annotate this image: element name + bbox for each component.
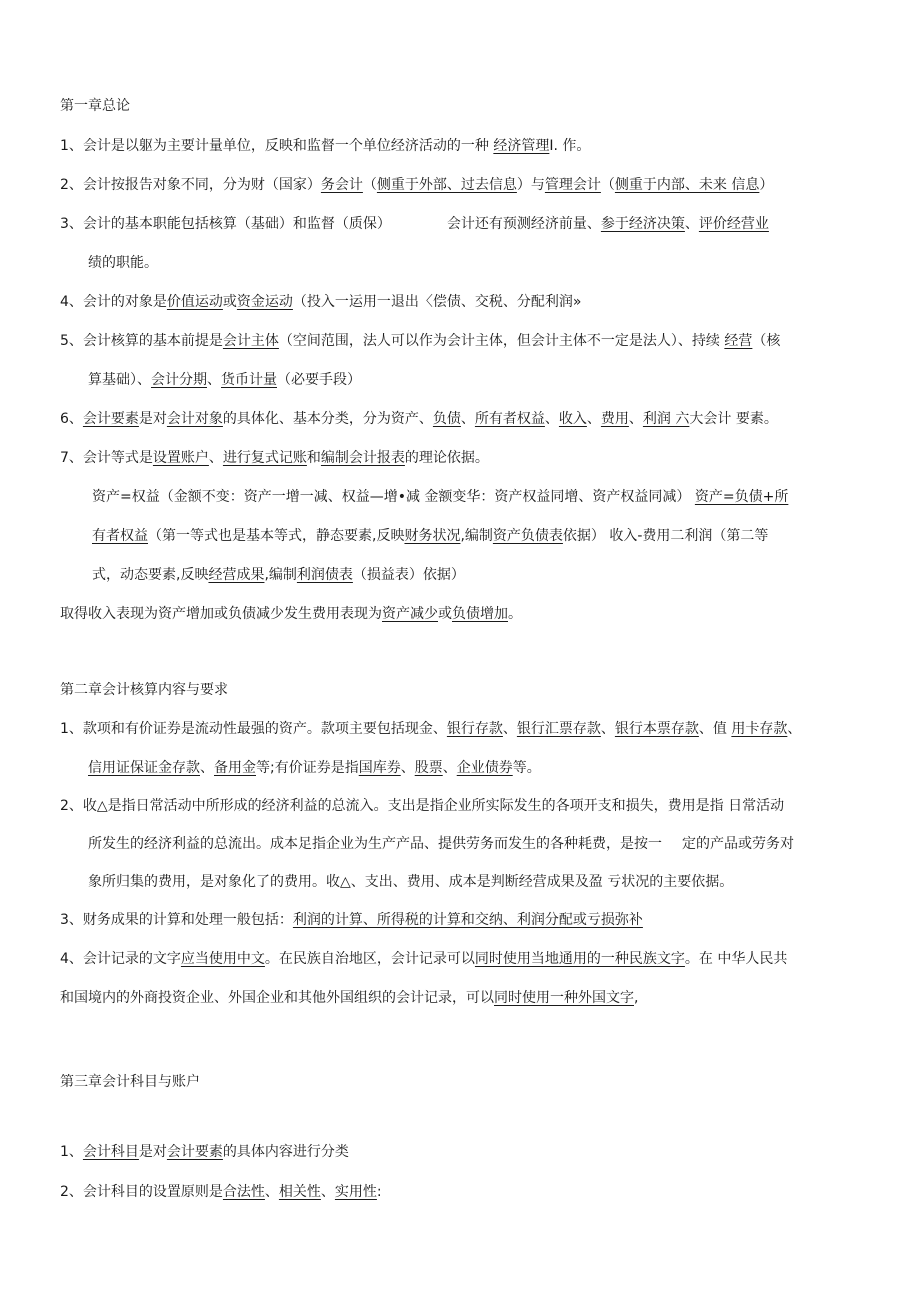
ch2-item-2-line-3: 象所归集的费用，是对象化了的费用。收△、支出、费用、成本是判断经营成果及盈 亏状况的主要依据。 (88, 874, 734, 890)
ch3-item-2: 2、会计科目的设置原则是合法性、相关性、实用性: (60, 1184, 382, 1200)
ch2-item-2-line-1: 2、收△是指日常活动中所形成的经济利益的总流入。支出是指企业所实际发生的各项开支和损失，费用是指 日常活动 (60, 798, 785, 814)
ch1-item-3-line-2: 绩的职能。 (88, 255, 158, 271)
ch1-item-7: 7、会计等式是设置账户、进行复式记账和编制会计报表的理论依据。 (60, 450, 489, 466)
ch2-item-4-line-2: 和国境内的外商投资企业、外国企业和其他外国组织的会计记录，可以同时使用一种外国文字, (60, 990, 639, 1006)
ch2-item-2-line-2: 所发生的经济利益的总流出。成本足指企业为生产产品、提供劳务而发生的各种耗费，是按一 定的产品或劳务对 (88, 836, 794, 852)
chapter-2-title: 第二章会计核算内容与要求 (60, 682, 228, 698)
ch1-item-5-line-2: 算基础）、会计分期、货币计量（必要手段） (88, 372, 361, 388)
ch1-item-2: 2、会计按报告对象不同，分为财（国家）务会计（侧重于外部、过去信息）与管理会计（侧重于内部、未来 信息） (60, 177, 774, 193)
ch3-item-1: 1、会计科目是对会计要素的具体内容进行分类 (60, 1144, 349, 1160)
ch2-item-1-line-2: 信用证保证金存款、备用金等;有价证券是指国库券、股票、企业债券等。 (88, 760, 541, 776)
ch1-summary: 取得收入表现为资产增加或负债减少发生费用表现为资产减少或负债增加。 (60, 606, 522, 622)
ch1-item-5-line-1: 5、会计核算的基本前提是会计主体（空间范围，法人可以作为会计主体，但会计主体不一定是法人）、持续 经营（核 (60, 333, 781, 349)
ch1-item-1: 1、会计是以躯为主要计量单位，反映和监督一个单位经济活动的一种 经济管理I. 作。 (60, 138, 591, 154)
ch1-item-6: 6、会计要素是对会计对象的具体化、基本分类，分为资产、负债、所有者权益、收入、费用、利润 六大会计 要素。 (60, 411, 778, 427)
ch1-equation-line-2: 有者权益（第一等式也是基本等式，静态要素,反映财务状况,编制资产负债表依据） 收入-费用二利润（第二等 (92, 528, 769, 544)
ch2-item-3: 3、财务成果的计算和处理一般包括：利润的计算、所得税的计算和交纳、利润分配或亏损弥补 (60, 912, 643, 928)
chapter-1-title: 第一章总论 (60, 98, 130, 114)
chapter-3-title: 第三章会计科目与账户 (60, 1074, 200, 1090)
ch2-item-1-line-1: 1、款项和有价证券是流动性最强的资产。款项主要包括现金、银行存款、银行汇票存款、银行本票存款、值 用卡存款、 (60, 721, 802, 737)
ch1-equation-line-1: 资产=权益（金额不变：资产一增一减、权益—增•减 金额变华：资产权益同增、资产权益同减） 资产=负债+所 (92, 489, 789, 505)
ch2-item-4-line-1: 4、会计记录的文字应当使用中文。在民族自治地区，会计记录可以同时使用当地通用的一种民族文字。在 中华人民共 (60, 951, 788, 967)
ch1-item-4: 4、会计的对象是价值运动或资金运动（投入一运用一退出〈偿债、交税、分配利润» (60, 294, 582, 310)
ch1-item-3-line-1: 3、会计的基本职能包括核算（基础）和监督（质保） 会计还有预测经济前量、参于经济决策、评价经营业 (60, 216, 769, 232)
ch1-equation-line-3: 式，动态要素,反映经营成果,编制利润债表（损益表）依据） (92, 567, 465, 583)
